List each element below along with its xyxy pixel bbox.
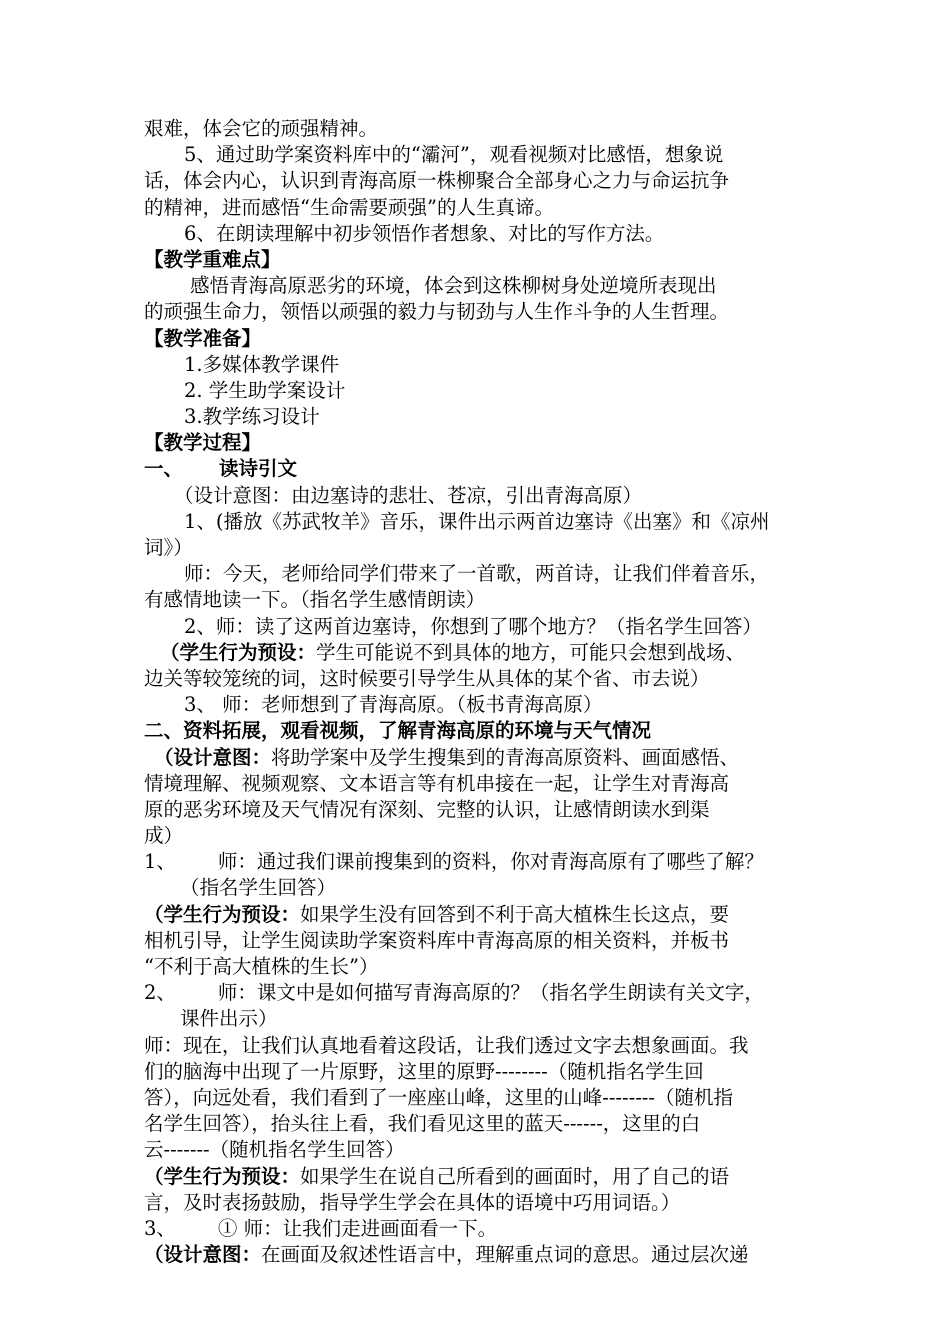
text-line: 有感情地读一下。（指名学生感情朗读） xyxy=(144,588,486,612)
text-line: 的精神，进而感悟“生命需要顽强”的人生真谛。 xyxy=(144,195,554,219)
text-line: 师：今天，老师给同学们带来了一首歌，两首诗，让我们伴着音乐， xyxy=(184,562,770,586)
text-line: 成） xyxy=(144,824,184,848)
predict-label: （学生行为预设： xyxy=(144,1164,301,1188)
text-line xyxy=(144,640,816,666)
item-text: 师：课文中是如何描写青海高原的？（指名学生朗读有关文字， xyxy=(217,981,764,1005)
text-line: （指名学生回答） xyxy=(180,876,337,900)
text-line: （设计意图：由边塞诗的悲壮、苍凉，引出青海高原） xyxy=(174,483,643,507)
text-line: 话，体会内心，认识到青海高原一株柳聚合全部身心之力与命运抗争 xyxy=(144,169,730,193)
part-title: 读诗引文 xyxy=(219,457,298,481)
text-line: 艰难，体会它的顽强精神。 xyxy=(144,117,379,140)
item-number: 1、 xyxy=(144,850,176,874)
section-heading-process: 【教学过程】 xyxy=(144,431,262,455)
document-page xyxy=(144,116,816,1268)
text-line: 师：现在，让我们认真地看着这段话，让我们透过文字去想象画面。我 xyxy=(144,1033,749,1057)
text-line: 相机引导，让学生阅读助学案资料库中青海高原的相关资料，并板书 xyxy=(144,928,730,952)
list-item: 1.多媒体教学课件 xyxy=(184,352,340,376)
predict-label: （学生行为预设： xyxy=(144,902,301,926)
text-line xyxy=(144,1242,816,1268)
text-line: 边关等较笼统的词，这时候要引导学生从具体的某个省、市去说） xyxy=(144,666,710,690)
text-line xyxy=(144,745,816,771)
list-item: 3.教学练习设计 xyxy=(184,405,320,429)
section-heading-preparation: 【教学准备】 xyxy=(144,326,262,350)
predict-text: 如果学生没有回答到不利于高大植株生长这点，要 xyxy=(300,902,730,926)
text-line xyxy=(144,1164,816,1190)
text-line: “不利于高大植株的生长”） xyxy=(144,955,379,978)
intent-label: （设计意图： xyxy=(144,1243,262,1267)
item-text: ① 师：让我们走进画面看一下。 xyxy=(217,1216,498,1240)
part-heading-2: 二、资料拓展，观看视频，了解青海高原的环境与天气情况 xyxy=(144,719,652,743)
text-line: 1、(播放《苏武牧羊》音乐，课件出示两首边塞诗《出塞》和《凉州 xyxy=(184,509,770,533)
text-line: 5、通过助学案资料库中的“灞河”，观看视频对比感悟，想象说 xyxy=(184,143,724,167)
text-line: 的顽强生命力，领悟以顽强的毅力与韧劲与人生作斗争的人生哲理。 xyxy=(144,300,730,324)
item-text: 师：通过我们课前搜集到的资料，你对青海高原有了哪些了解？ xyxy=(217,850,764,874)
text-line: 言，及时表扬鼓励，指导学生学会在具体的语境中巧用词语。） xyxy=(144,1190,681,1214)
text-line: 原的恶劣环境及天气情况有深刻、完整的认识，让感情朗读水到渠 xyxy=(144,797,710,821)
text-line: 答），向远处看，我们看到了一座座山峰，这里的山峰--------（随机指 xyxy=(144,1085,733,1109)
text-line xyxy=(144,1216,816,1242)
text-line xyxy=(144,902,816,928)
intent-text: 将助学案中及学生搜集到的青海高原资料、画面感悟、 xyxy=(271,745,740,769)
text-line xyxy=(144,980,816,1006)
item-number: 2、 xyxy=(144,981,176,1005)
text-line: 6、在朗读理解中初步领悟作者想象、对比的写作方法。 xyxy=(184,221,665,245)
predict-text: 学生可能说不到具体的地方，可能只会想到战场、 xyxy=(316,640,746,664)
list-item: 2. 学生助学案设计 xyxy=(184,378,346,402)
intent-text: 在画面及叙述性语言中，理解重点词的意思。通过层次递 xyxy=(261,1243,749,1267)
text-line: 2、师：读了这两首边塞诗，你想到了哪个地方？（指名学生回答） xyxy=(184,614,762,638)
predict-text: 如果学生在说自己所看到的画面时，用了自己的语 xyxy=(300,1164,730,1188)
text-line: 3、 师：老师想到了青海高原。（板书青海高原） xyxy=(184,693,603,717)
text-line xyxy=(144,849,816,875)
text-line: 云-------（随机指名学生回答） xyxy=(144,1138,405,1162)
section-heading-key-points: 【教学重难点】 xyxy=(144,247,281,271)
text-line: 课件出示） xyxy=(180,1007,278,1031)
text-line: 名学生回答），抬头往上看，我们看见这里的蓝天------，这里的白 xyxy=(144,1112,701,1136)
text-line: 词》） xyxy=(144,536,193,559)
text-line: 情境理解、视频观察、文本语言等有机串接在一起，让学生对青海高 xyxy=(144,771,730,795)
text-line: 感悟青海高原恶劣的环境，体会到这株柳树身处逆境所表现出 xyxy=(190,274,717,298)
text-line: 们的脑海中出现了一片原野，这里的原野--------（随机指名学生回 xyxy=(144,1059,704,1083)
predict-label: （学生行为预设： xyxy=(160,640,317,664)
part-heading-1 xyxy=(144,456,816,482)
part-number: 一、 xyxy=(144,457,184,481)
item-number: 3、 xyxy=(144,1216,176,1240)
intent-label: （设计意图： xyxy=(154,745,272,769)
